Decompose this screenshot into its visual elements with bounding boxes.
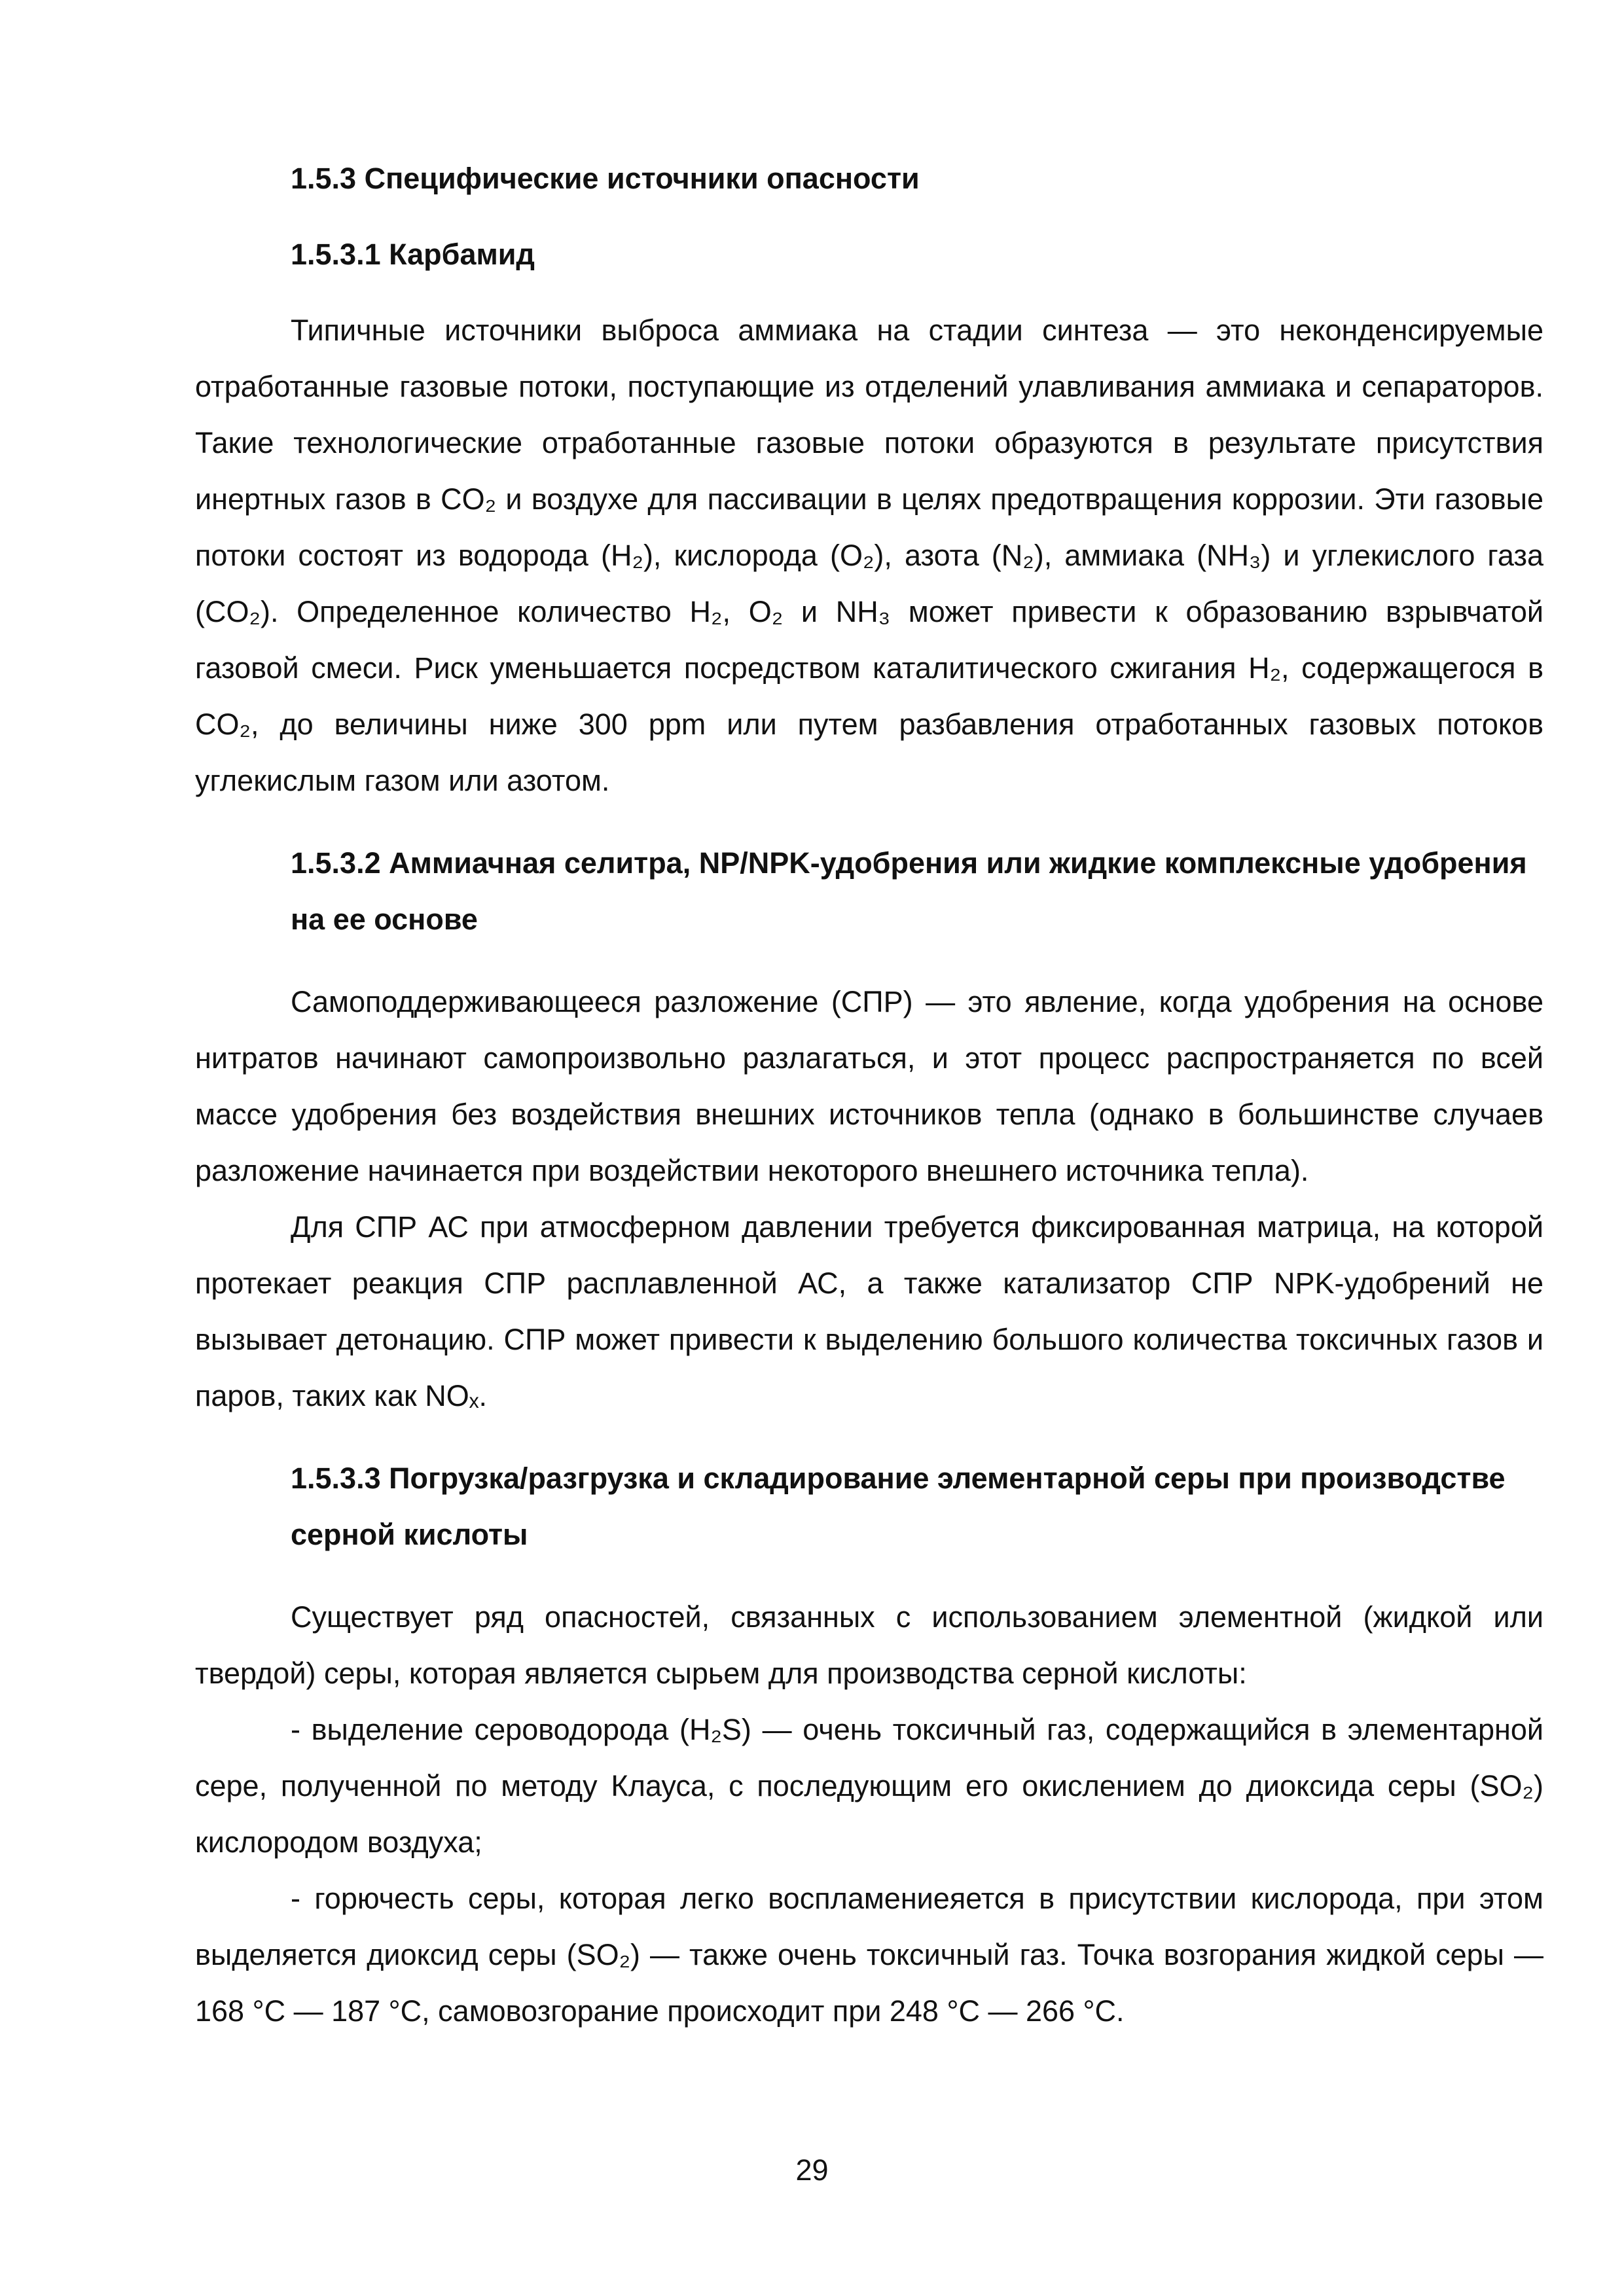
heading-1-5-3: 1.5.3 Специфические источники опасности bbox=[291, 162, 920, 195]
paragraph-sulfur-intro: Существует ряд опасностей, связанных с использованием элементной (жидкой или твердой) серы, которая является сырьем для производства серной кислоты: bbox=[195, 1600, 1543, 1690]
paragraph-spr-definition: Самоподдерживающееся разложение (СПР) — это явление, когда удобрения на основе нитратов начинают самопроизвольно разлагаться, и этот процесс распространяется по всей массе удобрения без воздействия внешних источников тепла (однако в большинстве случаев разложение начинается при воздействии некоторого внешнего источника тепла). bbox=[195, 985, 1543, 1187]
heading-1-5-3-2: 1.5.3.2 Аммиачная селитра, NP/NPK-удобрения или жидкие комплексные удобрения на ее основе bbox=[291, 846, 1527, 936]
paragraph-carbamide: Типичные источники выброса аммиака на стадии синтеза — это неконденсируемые отработанные газовые потоки, поступающие из отделений улавливания аммиака и сепараторов. Такие технологические отработанные газовые потоки образуются в результате присутствия инертных газов в CO₂ и воздухе для пассивации в целях предотвращения коррозии. Эти газовые потоки состоят из водорода (H₂), кислорода (O₂), азота (N₂), аммиака (NH₃) и углекислого газа (CO₂). Определенное количество H₂, O₂ и NH₃ может привести к образованию взрывчатой газовой смеси. Риск уменьшается посредством каталитического сжигания H₂, содержащегося в CO₂, до величины ниже 300 ppm или путем разбавления отработанных газовых потоков углекислым газом или азотом. bbox=[195, 314, 1543, 797]
paragraph-spr-matrix: Для СПР АС при атмосферном давлении требуется фиксированная матрица, на которой протекает реакция СПР расплавленной АС, а также катализатор СПР NPK-удобрений не вызывает детонацию. СПР может привести к выделению большого количества токсичных газов и паров, таких как NOₓ. bbox=[195, 1210, 1543, 1412]
heading-1-5-3-1: 1.5.3.1 Карбамид bbox=[291, 238, 535, 271]
paragraph-sulfur-h2s: - выделение сероводорода (H₂S) — очень токсичный газ, содержащийся в элементарной сере, полученной по методу Клауса, с последующим его окислением до диоксида серы (SO₂) кислородом воздуха; bbox=[195, 1713, 1543, 1859]
paragraph-sulfur-flammability: - горючесть серы, которая легко воспламениеяется в присутствии кислорода, при этом выделяется диоксид серы (SO₂) — также очень токсичный газ. Точка возгорания жидкой серы — 168 °С — 187 °С, самовозгорание происходит при 248 °С — 266 °С. bbox=[195, 1882, 1543, 2028]
heading-1-5-3-3: 1.5.3.3 Погрузка/разгрузка и складирование элементарной серы при производстве серной кислоты bbox=[291, 1462, 1506, 1551]
page-content bbox=[195, 151, 1543, 2039]
page-number: 29 bbox=[795, 2153, 829, 2187]
